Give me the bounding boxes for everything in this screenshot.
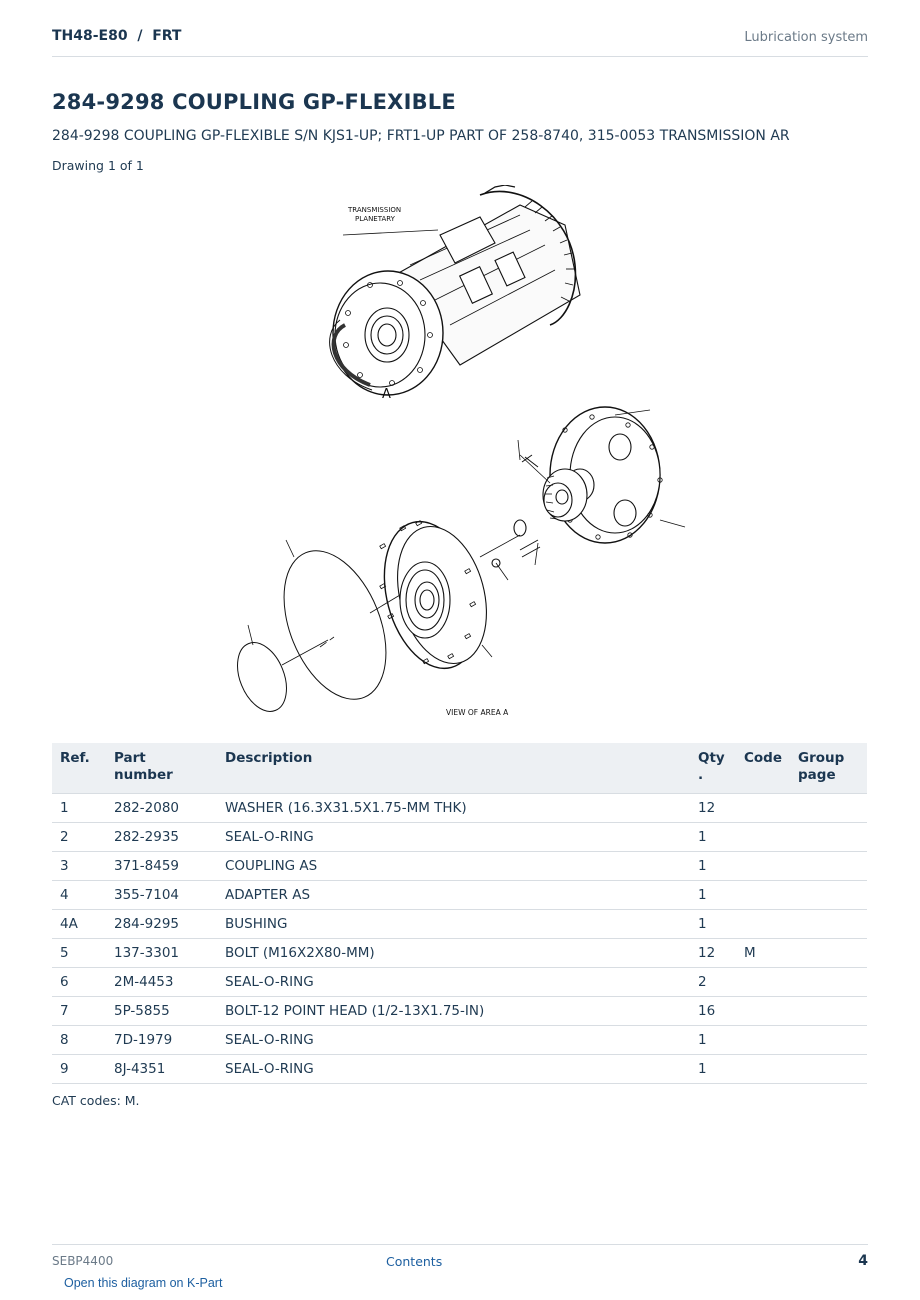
cell-part-number: 371-8459	[106, 852, 217, 881]
cell-ref: 1	[52, 794, 106, 823]
diagram-label-area-a: A	[382, 387, 391, 402]
cell-code	[736, 968, 790, 997]
cell-group-page	[790, 997, 867, 1026]
page-footer	[52, 1244, 868, 1275]
cell-part-number: 7D-1979	[106, 1026, 217, 1055]
cell-qty: 12	[690, 939, 736, 968]
cell-qty: 1	[690, 1026, 736, 1055]
cell-part-number: 137-3301	[106, 939, 217, 968]
document-code: SEBP4400	[52, 1254, 114, 1268]
cell-description: SEAL-O-RING	[217, 1055, 690, 1084]
cell-part-number: 355-7104	[106, 881, 217, 910]
coupling-exploded-drawing	[228, 407, 685, 719]
page-header	[52, 28, 868, 57]
cell-code	[736, 997, 790, 1026]
cell-ref: 8	[52, 1026, 106, 1055]
cell-code	[736, 1055, 790, 1084]
cell-code	[736, 1026, 790, 1055]
cell-qty: 16	[690, 997, 736, 1026]
cell-part-number: 5P-5855	[106, 997, 217, 1026]
cell-part-number: 8J-4351	[106, 1055, 217, 1084]
cell-code: M	[736, 939, 790, 968]
cell-group-page	[790, 968, 867, 997]
table-row	[52, 939, 867, 968]
model-label: TH48-E80 / FRT	[52, 28, 182, 44]
cell-ref: 6	[52, 968, 106, 997]
cell-code	[736, 823, 790, 852]
table-row	[52, 1055, 867, 1084]
col-header-ref: Ref.	[60, 750, 90, 766]
cell-group-page	[790, 794, 867, 823]
cell-code	[736, 881, 790, 910]
cell-qty: 1	[690, 910, 736, 939]
cell-group-page	[790, 1026, 867, 1055]
page-subtitle: 284-9298 COUPLING GP-FLEXIBLE S/N KJS1-UP; FRT1-UP PART OF 258-8740, 315-0053 TRANSMISSION AR	[52, 128, 790, 144]
col-header-part-number: Part number	[114, 750, 173, 783]
page-title: 284-9298 COUPLING GP-FLEXIBLE	[52, 90, 456, 114]
cell-group-page	[790, 881, 867, 910]
cell-group-page	[790, 823, 867, 852]
table-row	[52, 794, 867, 823]
cell-part-number: 2M-4453	[106, 968, 217, 997]
cell-part-number: 284-9295	[106, 910, 217, 939]
cell-group-page	[790, 939, 867, 968]
parts-table-header-row	[52, 743, 867, 794]
cell-description: SEAL-O-RING	[217, 823, 690, 852]
parts-diagram	[220, 185, 700, 720]
cell-qty: 1	[690, 881, 736, 910]
cell-description: SEAL-O-RING	[217, 968, 690, 997]
table-row	[52, 881, 867, 910]
cell-part-number: 282-2080	[106, 794, 217, 823]
col-header-group-page: Group page	[798, 750, 845, 783]
table-row	[52, 823, 867, 852]
cell-qty: 1	[690, 823, 736, 852]
cell-description: ADAPTER AS	[217, 881, 690, 910]
cell-description: BOLT (M16X2X80-MM)	[217, 939, 690, 968]
section-label: Lubrication system	[744, 30, 868, 45]
cell-description: WASHER (16.3X31.5X1.75-MM THK)	[217, 794, 690, 823]
cell-part-number: 282-2935	[106, 823, 217, 852]
cell-description: COUPLING AS	[217, 852, 690, 881]
cell-qty: 1	[690, 852, 736, 881]
table-row	[52, 997, 867, 1026]
exploded-view-drawing	[220, 185, 700, 720]
cell-qty: 1	[690, 1055, 736, 1084]
cell-code	[736, 794, 790, 823]
drawing-count-label: Drawing 1 of 1	[52, 158, 144, 173]
table-row	[52, 968, 867, 997]
cell-code	[736, 852, 790, 881]
cell-ref: 3	[52, 852, 106, 881]
table-row	[52, 1026, 867, 1055]
cell-group-page	[790, 910, 867, 939]
diagram-label-transmission-line1: TRANSMISSION	[348, 206, 402, 214]
open-in-kpart-link[interactable]: Open this diagram on K-Part	[64, 1276, 223, 1290]
cell-description: SEAL-O-RING	[217, 1026, 690, 1055]
col-header-qty: Qty .	[698, 750, 725, 783]
cell-ref: 4	[52, 881, 106, 910]
cell-code	[736, 910, 790, 939]
cell-description: BOLT-12 POINT HEAD (1/2-13X1.75-IN)	[217, 997, 690, 1026]
cell-group-page	[790, 852, 867, 881]
cell-ref: 7	[52, 997, 106, 1026]
cell-qty: 12	[690, 794, 736, 823]
cell-ref: 4A	[52, 910, 106, 939]
table-row	[52, 910, 867, 939]
page-number: 4	[858, 1253, 868, 1269]
diagram-label-view-of-area: VIEW OF AREA A	[446, 708, 509, 717]
table-row	[52, 852, 867, 881]
contents-link[interactable]: Contents	[386, 1254, 443, 1269]
cell-ref: 2	[52, 823, 106, 852]
col-header-description: Description	[225, 750, 313, 766]
cat-codes-note: CAT codes: M.	[52, 1093, 140, 1108]
diagram-label-transmission-line2: PLANETARY	[355, 215, 395, 223]
cell-ref: 9	[52, 1055, 106, 1084]
col-header-code: Code	[744, 750, 783, 766]
cell-description: BUSHING	[217, 910, 690, 939]
cell-qty: 2	[690, 968, 736, 997]
cell-group-page	[790, 1055, 867, 1084]
cell-ref: 5	[52, 939, 106, 968]
parts-table	[52, 743, 867, 1084]
